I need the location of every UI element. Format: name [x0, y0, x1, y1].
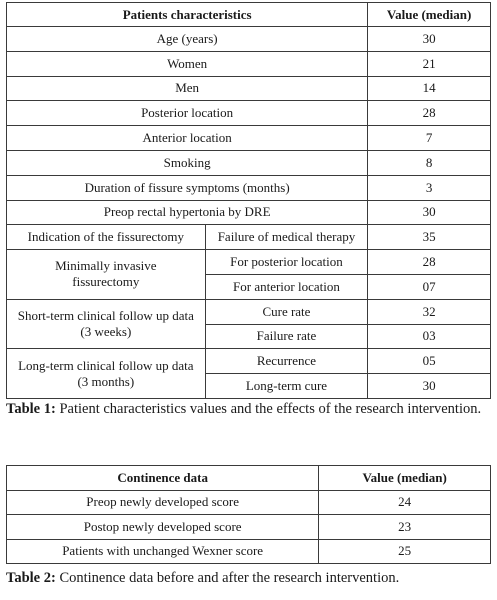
row-value: 8	[368, 150, 491, 175]
table-row	[7, 76, 491, 101]
long-term-label: Long-term clinical follow up data (3 months)	[7, 349, 206, 399]
row-label: Patients with unchanged Wexner score	[7, 539, 319, 564]
sub-label: Cure rate	[205, 299, 368, 324]
caption-text: Continence data before and after the research intervention.	[59, 570, 400, 586]
table-row	[7, 515, 491, 540]
table-row	[7, 225, 491, 250]
row-label: Posterior location	[7, 101, 368, 126]
table-row	[7, 51, 491, 76]
header-item: Continence data	[7, 466, 319, 491]
sub-value: 28	[368, 250, 491, 275]
caption-label: Table 2:	[6, 570, 56, 586]
table-row	[7, 27, 491, 52]
indication-sub-label: Failure of medical therapy	[205, 225, 368, 250]
sub-label: Long-term cure	[205, 374, 368, 399]
sub-value: 32	[368, 299, 491, 324]
table-row	[7, 299, 491, 324]
indication-value: 35	[368, 225, 491, 250]
row-value: 25	[319, 539, 491, 564]
table-1-caption	[6, 398, 491, 421]
row-value: 30	[368, 200, 491, 225]
row-label: Duration of fissure symptoms (months)	[7, 175, 368, 200]
row-label: Anterior location	[7, 126, 368, 151]
row-label: Age (years)	[7, 27, 368, 52]
row-label: Preop newly developed score	[7, 490, 319, 515]
sub-value: 03	[368, 324, 491, 349]
row-label: Postop newly developed score	[7, 515, 319, 540]
sub-label: Failure rate	[205, 324, 368, 349]
sub-value: 05	[368, 349, 491, 374]
row-value: 14	[368, 76, 491, 101]
row-value: 30	[368, 27, 491, 52]
row-value: 3	[368, 175, 491, 200]
row-value: 28	[368, 101, 491, 126]
row-label: Smoking	[7, 150, 368, 175]
header-value: Value (median)	[319, 466, 491, 491]
header-characteristic: Patients characteristics	[7, 3, 368, 27]
row-value: 7	[368, 126, 491, 151]
sub-label: For posterior location	[205, 250, 368, 275]
table-row	[7, 101, 491, 126]
row-value: 21	[368, 51, 491, 76]
table-row	[7, 250, 491, 275]
row-label: Women	[7, 51, 368, 76]
row-value: 23	[319, 515, 491, 540]
table-row	[7, 150, 491, 175]
table-header-row	[7, 3, 491, 27]
minimally-invasive-label: Minimally invasive fissurectomy	[7, 250, 206, 300]
table-row	[7, 539, 491, 564]
table-row	[7, 126, 491, 151]
row-label: Men	[7, 76, 368, 101]
short-term-label: Short-term clinical follow up data (3 weeks)	[7, 299, 206, 349]
table-row	[7, 349, 491, 374]
caption-label: Table 1:	[6, 401, 56, 417]
caption-text: Patient characteristics values and the effects of the research intervention.	[59, 401, 482, 417]
sub-label: Recurrence	[205, 349, 368, 374]
row-value: 24	[319, 490, 491, 515]
indication-label: Indication of the fissurectomy	[7, 225, 206, 250]
sub-value: 07	[368, 274, 491, 299]
table-row	[7, 175, 491, 200]
sub-label: For anterior location	[205, 274, 368, 299]
row-label: Preop rectal hypertonia by DRE	[7, 200, 368, 225]
table-header-row	[7, 466, 491, 491]
table-2-caption	[6, 567, 491, 590]
sub-value: 30	[368, 374, 491, 399]
table-row	[7, 490, 491, 515]
continence-data-table	[6, 465, 491, 564]
table-row	[7, 200, 491, 225]
header-value: Value (median)	[368, 3, 491, 27]
patient-characteristics-table	[6, 2, 491, 399]
